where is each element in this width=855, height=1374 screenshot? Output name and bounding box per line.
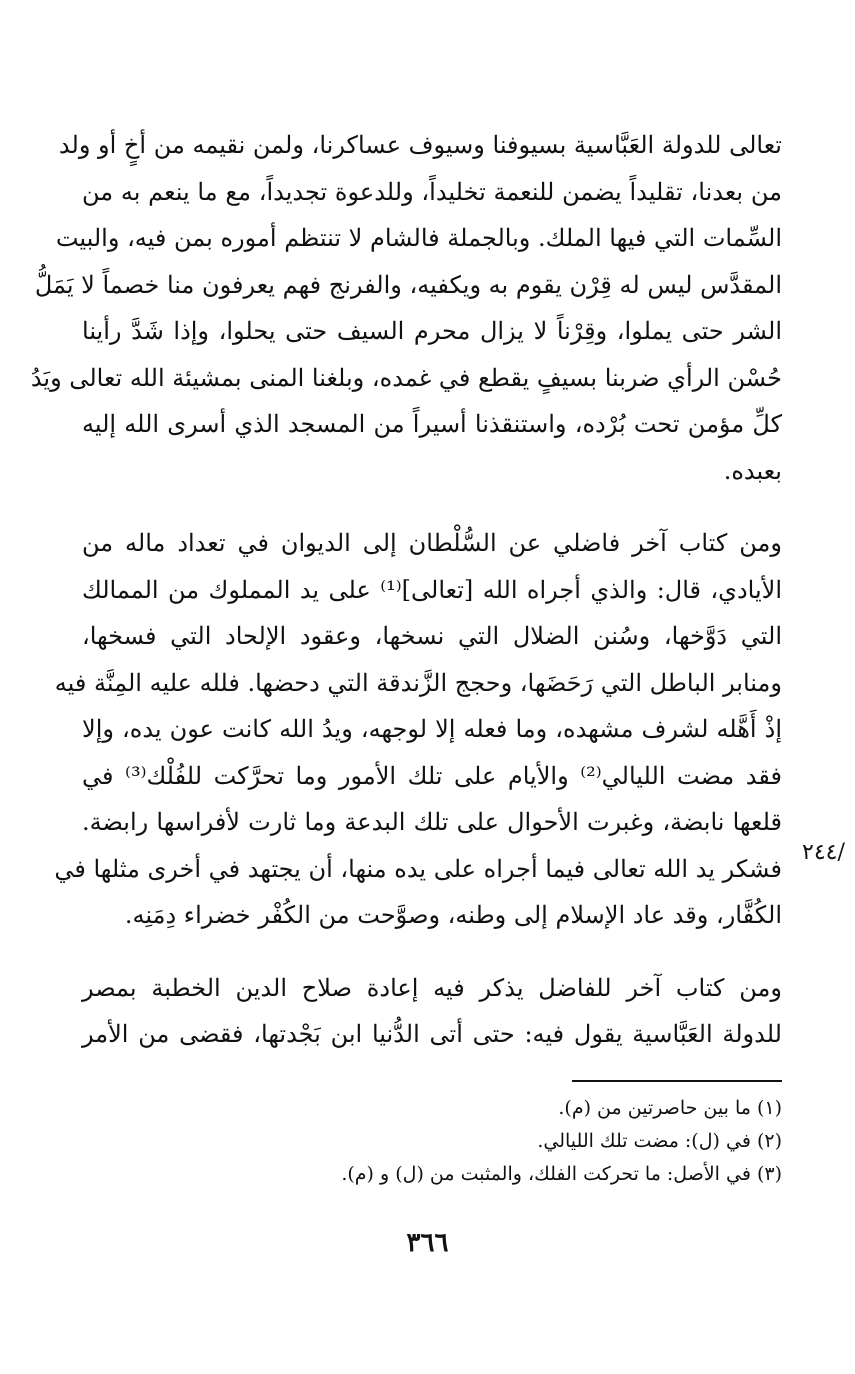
manuscript-folio-marker: /٢٤٤ xyxy=(802,840,845,865)
text-line: قلعها نابضة، وغبرت الأحوال على تلك البدعة وما ثارت لأفراسها رابضة. xyxy=(82,808,782,836)
footnote: (٢) في (ل): مضت تلك الليالي. xyxy=(537,1130,782,1152)
text-line: فشكر يد الله تعالى فيما أجراه على يده منها، أن يجتهد في أخرى مثلها في xyxy=(54,854,782,883)
paragraph-gap xyxy=(82,494,782,520)
text-line: الشر حتى يملوا، وقِرْناً لا يزال محرم السيف حتى يحلوا، وإذا شَدَّ رأينا xyxy=(82,317,782,345)
footnote-separator xyxy=(572,1080,782,1082)
paragraph-gap xyxy=(82,939,782,965)
text-line: كلِّ مؤمن تحت بُرْده، واستنقذنا أسيراً من المسجد الذي أسرى الله إليه xyxy=(82,410,782,438)
text-line: فقد مضت الليالي⁽²⁾ والأيام على تلك الأمور وما تحرَّكت للفُلْك⁽³⁾ في xyxy=(82,761,783,790)
main-text xyxy=(30,122,783,1058)
page-number: ٣٦٦ xyxy=(406,1228,449,1258)
text-line: تعالى للدولة العَبَّاسية بسيوفنا وسيوف عساكرنا، ولمن نقيمه من أخٍ أو ولد xyxy=(58,131,782,159)
text-line: للدولة العَبَّاسية يقول فيه: حتى أتى الدُّنيا ابن بَجْدتها، فقضى من الأمر xyxy=(82,1020,782,1048)
text-line: بعبده. xyxy=(723,456,782,485)
paragraph-3 xyxy=(82,965,782,1058)
paragraph-2 xyxy=(54,520,783,939)
footnote: (٣) في الأصل: ما تحركت الفلك، والمثبت من (ل) و (م). xyxy=(341,1163,782,1185)
text-line: الأيادي، قال: والذي أجراه الله [تعالى]⁽¹⁾ على يد المملوك من الممالك xyxy=(82,575,783,604)
text-line: حُسْن الرأي ضربنا بسيفٍ يقطع في غمده، وبلغنا المنى بمشيئة الله تعالى ويَدُ xyxy=(30,363,782,392)
text-line: المقدَّس ليس له قِرْن يقوم به ويكفيه، والفرنج فهم يعرفون منا خصماً لا يَمَلُّ xyxy=(34,270,782,299)
text-line: السِّمات التي فيها الملك. وبالجملة فالشام لا تنتظم أموره بمن فيه، والبيت xyxy=(55,224,782,252)
text-line: ومن كتاب آخر للفاضل يذكر فيه إعادة صلاح الدين الخطبة بمصر xyxy=(82,973,782,1002)
text-line: التي دَوَّخها، وسُنن الضلال التي نسخها، وعقود الإلحاد التي فسخها، xyxy=(82,622,782,650)
footnotes xyxy=(282,1092,782,1191)
footnote: (١) ما بين حاصرتين من (م). xyxy=(558,1097,782,1119)
paragraph-1 xyxy=(30,122,782,494)
text-line: إذْ أَهَّله لشرف مشهده، وما فعله إلا لوجهه، ويدُ الله كانت عون يده، وإلا xyxy=(82,715,782,743)
text-line: الكُفَّار، وقد عاد الإسلام إلى وطنه، وصوَّحت من الكُفْر خضراء دِمَنِه. xyxy=(124,901,782,929)
text-line: ومن كتاب آخر فاضلي عن السُّلْطان إلى الديوان في تعداد ماله من xyxy=(82,529,782,557)
text-line: من بعدنا، تقليداً يضمن للنعمة تخليداً، وللدعوة تجديداً، مع ما ينعم به من xyxy=(82,177,782,206)
text-line: ومنابر الباطل التي رَحَضَها، وحجج الزَّندقة التي دحضها. فلله عليه المِنَّة فيه xyxy=(54,668,782,697)
